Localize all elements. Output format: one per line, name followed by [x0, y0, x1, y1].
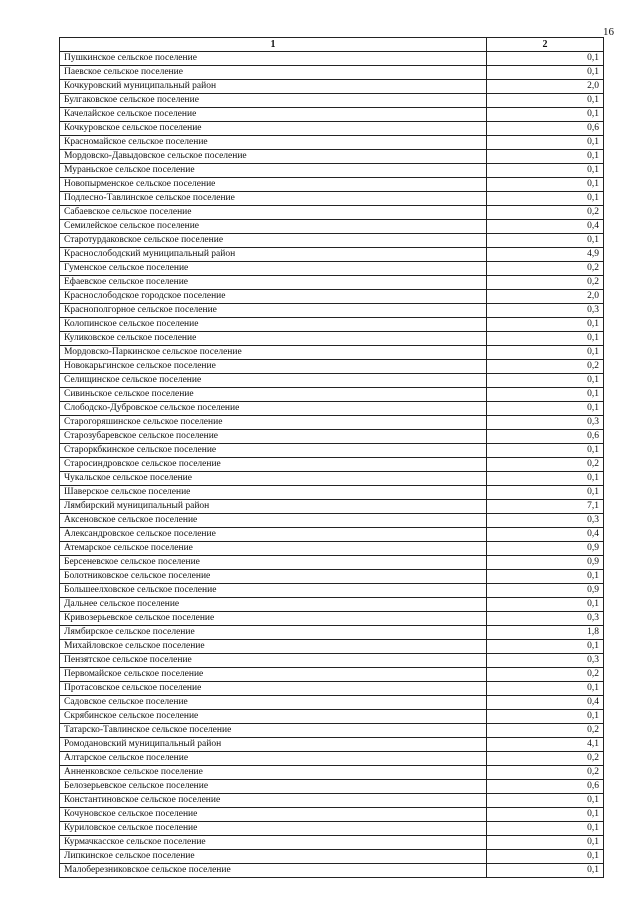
value-cell: 0,1	[487, 710, 604, 724]
value-cell: 0,2	[487, 206, 604, 220]
value-cell: 0,1	[487, 150, 604, 164]
value-cell: 7,1	[487, 500, 604, 514]
municipality-name-cell: Старозубаревское сельское поселение	[60, 430, 487, 444]
municipality-name-cell: Кочкуровское сельское поселение	[60, 122, 487, 136]
value-cell: 0,1	[487, 346, 604, 360]
table-row	[60, 696, 604, 710]
value-cell: 0,1	[487, 598, 604, 612]
municipality-name-cell: Татарско-Тавлинское сельское поселение	[60, 724, 487, 738]
value-cell: 2,0	[487, 290, 604, 304]
page-number: 16	[603, 26, 614, 38]
value-cell: 0,3	[487, 654, 604, 668]
municipality-name-cell: Старотурдаковское сельское поселение	[60, 234, 487, 248]
municipality-name-cell: Шаверское сельское поселение	[60, 486, 487, 500]
municipality-name-cell: Кривозерьевское сельское поселение	[60, 612, 487, 626]
value-cell: 0,1	[487, 444, 604, 458]
municipality-name-cell: Кочкуровский муниципальный район	[60, 80, 487, 94]
value-cell: 0,4	[487, 528, 604, 542]
table-row	[60, 822, 604, 836]
municipality-name-cell: Болотниковское сельское поселение	[60, 570, 487, 584]
table-row	[60, 598, 604, 612]
municipality-name-cell: Гуменское сельское поселение	[60, 262, 487, 276]
value-cell: 0,3	[487, 612, 604, 626]
municipality-name-cell: Колопинское сельское поселение	[60, 318, 487, 332]
value-cell: 0,1	[487, 374, 604, 388]
table-row	[60, 234, 604, 248]
municipality-name-cell: Ромодановский муниципальный район	[60, 738, 487, 752]
value-cell: 0,1	[487, 52, 604, 66]
table-row	[60, 416, 604, 430]
value-cell: 0,6	[487, 780, 604, 794]
value-cell: 0,1	[487, 164, 604, 178]
municipality-name-cell: Дальнее сельское поселение	[60, 598, 487, 612]
value-cell: 0,1	[487, 836, 604, 850]
municipality-name-cell: Константиновское сельское поселение	[60, 794, 487, 808]
value-cell: 0,1	[487, 402, 604, 416]
table-row	[60, 640, 604, 654]
value-cell: 0,1	[487, 388, 604, 402]
value-cell: 0,2	[487, 458, 604, 472]
municipality-name-cell: Белозерьевское сельское поселение	[60, 780, 487, 794]
table-row	[60, 808, 604, 822]
table-row	[60, 262, 604, 276]
value-cell: 0,9	[487, 584, 604, 598]
municipality-name-cell: Малоберезниковское сельское поселение	[60, 864, 487, 878]
table-row	[60, 584, 604, 598]
table-row	[60, 122, 604, 136]
municipality-name-cell: Староркбкинское сельское поселение	[60, 444, 487, 458]
table-row	[60, 248, 604, 262]
table-row	[60, 108, 604, 122]
table-row	[60, 556, 604, 570]
value-cell: 0,6	[487, 430, 604, 444]
table-row	[60, 346, 604, 360]
municipality-name-cell: Паевское сельское поселение	[60, 66, 487, 80]
value-cell: 0,1	[487, 178, 604, 192]
value-cell: 0,1	[487, 640, 604, 654]
table-row	[60, 836, 604, 850]
municipality-name-cell: Курмачкасское сельское поселение	[60, 836, 487, 850]
table-row	[60, 402, 604, 416]
table-row	[60, 472, 604, 486]
value-cell: 0,2	[487, 752, 604, 766]
table-row	[60, 724, 604, 738]
value-cell: 0,2	[487, 276, 604, 290]
table-row	[60, 80, 604, 94]
municipality-name-cell: Качелайское сельское поселение	[60, 108, 487, 122]
table-row	[60, 780, 604, 794]
table-row	[60, 486, 604, 500]
table-row	[60, 52, 604, 66]
value-cell: 0,6	[487, 122, 604, 136]
table-row	[60, 94, 604, 108]
table-row	[60, 206, 604, 220]
municipality-name-cell: Сабаевское сельское поселение	[60, 206, 487, 220]
municipality-name-cell: Семилейское сельское поселение	[60, 220, 487, 234]
municipality-name-cell: Старосиндровское сельское поселение	[60, 458, 487, 472]
municipality-name-cell: Скрябинское сельское поселение	[60, 710, 487, 724]
municipality-name-cell: Берсеневское сельское поселение	[60, 556, 487, 570]
data-table	[59, 37, 604, 878]
table-row	[60, 388, 604, 402]
table-row	[60, 752, 604, 766]
municipality-name-cell: Краснополгорное сельское поселение	[60, 304, 487, 318]
table-row	[60, 514, 604, 528]
column-header-1: 1	[60, 38, 487, 52]
value-cell: 0,1	[487, 486, 604, 500]
table-row	[60, 318, 604, 332]
table-row	[60, 458, 604, 472]
table-row	[60, 360, 604, 374]
municipality-name-cell: Михайловское сельское поселение	[60, 640, 487, 654]
table-row	[60, 794, 604, 808]
table-row	[60, 290, 604, 304]
value-cell: 0,1	[487, 94, 604, 108]
municipality-name-cell: Сивиньское сельское поселение	[60, 388, 487, 402]
municipality-name-cell: Красномайское сельское поселение	[60, 136, 487, 150]
value-cell: 0,1	[487, 682, 604, 696]
table-row	[60, 374, 604, 388]
value-cell: 0,1	[487, 850, 604, 864]
table-row	[60, 542, 604, 556]
municipality-name-cell: Алтарское сельское поселение	[60, 752, 487, 766]
table-row	[60, 654, 604, 668]
value-cell: 0,2	[487, 262, 604, 276]
municipality-name-cell: Пензятское сельское поселение	[60, 654, 487, 668]
municipality-name-cell: Куликовское сельское поселение	[60, 332, 487, 346]
value-cell: 0,1	[487, 66, 604, 80]
value-cell: 0,1	[487, 472, 604, 486]
table-row	[60, 332, 604, 346]
value-cell: 0,9	[487, 556, 604, 570]
table-row	[60, 766, 604, 780]
value-cell: 0,1	[487, 822, 604, 836]
value-cell: 0,1	[487, 108, 604, 122]
municipality-name-cell: Александровское сельское поселение	[60, 528, 487, 542]
value-cell: 0,2	[487, 766, 604, 780]
municipality-name-cell: Большеелховское сельское поселение	[60, 584, 487, 598]
table-row	[60, 864, 604, 878]
table-row	[60, 150, 604, 164]
table-row	[60, 276, 604, 290]
value-cell: 0,9	[487, 542, 604, 556]
table-row	[60, 136, 604, 150]
table-row	[60, 850, 604, 864]
municipality-name-cell: Кочуновское сельское поселение	[60, 808, 487, 822]
municipality-name-cell: Чукальское сельское поселение	[60, 472, 487, 486]
table-row	[60, 66, 604, 80]
municipality-name-cell: Садовское сельское поселение	[60, 696, 487, 710]
municipality-name-cell: Мураньское сельское поселение	[60, 164, 487, 178]
municipality-name-cell: Лямбирский муниципальный район	[60, 500, 487, 514]
municipality-name-cell: Старогоряшинское сельское поселение	[60, 416, 487, 430]
municipality-name-cell: Аксеновское сельское поселение	[60, 514, 487, 528]
table-body	[60, 52, 604, 878]
value-cell: 0,1	[487, 332, 604, 346]
table-row	[60, 220, 604, 234]
value-cell: 0,2	[487, 668, 604, 682]
municipality-name-cell: Мордовско-Давыдовское сельское поселение	[60, 150, 487, 164]
table-row	[60, 164, 604, 178]
municipality-name-cell: Куриловское сельское поселение	[60, 822, 487, 836]
municipality-name-cell: Краснослободский муниципальный район	[60, 248, 487, 262]
value-cell: 1,8	[487, 626, 604, 640]
value-cell: 0,1	[487, 794, 604, 808]
value-cell: 0,1	[487, 570, 604, 584]
value-cell: 0,1	[487, 808, 604, 822]
municipality-name-cell: Новопырменское сельское поселение	[60, 178, 487, 192]
municipality-name-cell: Первомайское сельское поселение	[60, 668, 487, 682]
value-cell: 0,1	[487, 136, 604, 150]
value-cell: 0,1	[487, 864, 604, 878]
value-cell: 2,0	[487, 80, 604, 94]
table-row	[60, 682, 604, 696]
municipality-name-cell: Ефаевское сельское поселение	[60, 276, 487, 290]
table-row	[60, 178, 604, 192]
municipality-name-cell: Новокарьгинское сельское поселение	[60, 360, 487, 374]
value-cell: 0,3	[487, 304, 604, 318]
municipality-name-cell: Протасовское сельское поселение	[60, 682, 487, 696]
value-cell: 4,9	[487, 248, 604, 262]
municipality-name-cell: Атемарское сельское поселение	[60, 542, 487, 556]
value-cell: 0,2	[487, 360, 604, 374]
table-row	[60, 528, 604, 542]
value-cell: 0,1	[487, 318, 604, 332]
value-cell: 0,3	[487, 514, 604, 528]
table-row	[60, 570, 604, 584]
table-row	[60, 738, 604, 752]
table-row	[60, 626, 604, 640]
table-row	[60, 444, 604, 458]
value-cell: 0,4	[487, 220, 604, 234]
municipality-name-cell: Мордовско-Паркинское сельское поселение	[60, 346, 487, 360]
table-row	[60, 192, 604, 206]
value-cell: 0,2	[487, 724, 604, 738]
municipality-name-cell: Слободско-Дубровское сельское поселение	[60, 402, 487, 416]
value-cell: 0,1	[487, 192, 604, 206]
table-row	[60, 430, 604, 444]
municipality-name-cell: Липкинское сельское поселение	[60, 850, 487, 864]
municipality-name-cell: Пушкинское сельское поселение	[60, 52, 487, 66]
municipality-name-cell: Лямбирское сельское поселение	[60, 626, 487, 640]
table-row	[60, 710, 604, 724]
value-cell: 0,4	[487, 696, 604, 710]
municipality-name-cell: Булгаковское сельское поселение	[60, 94, 487, 108]
municipality-name-cell: Краснослободское городское поселение	[60, 290, 487, 304]
table-header-row	[60, 38, 604, 52]
municipality-name-cell: Селищинское сельское поселение	[60, 374, 487, 388]
value-cell: 0,1	[487, 234, 604, 248]
municipality-name-cell: Подлесно-Тавлинское сельское поселение	[60, 192, 487, 206]
table-row	[60, 668, 604, 682]
value-cell: 4,1	[487, 738, 604, 752]
value-cell: 0,3	[487, 416, 604, 430]
municipality-name-cell: Анненковское сельское поселение	[60, 766, 487, 780]
table-row	[60, 612, 604, 626]
table-row	[60, 500, 604, 514]
column-header-2: 2	[487, 38, 604, 52]
table-row	[60, 304, 604, 318]
